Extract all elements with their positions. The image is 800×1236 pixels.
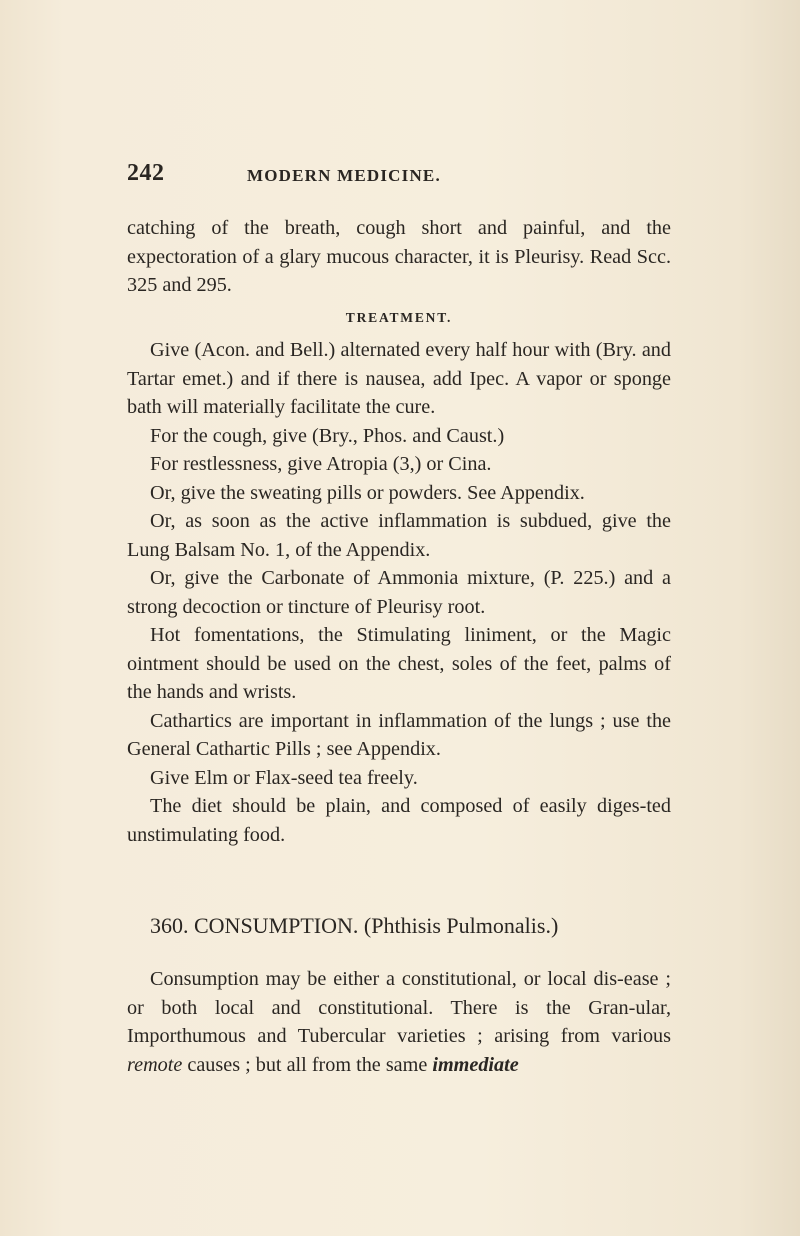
treatment-paragraph: Or, give the Carbonate of Ammonia mixture, (P. 225.) and a strong decoction or tincture of Pleurisy root. bbox=[127, 567, 671, 618]
article-title: 360. CONSUMPTION. (Phthisis Pulmonalis.) bbox=[150, 913, 559, 938]
article-paragraph bbox=[127, 965, 671, 1079]
treatment-paragraph: Or, as soon as the active inflammation is subdued, give the Lung Balsam No. 1, of the Appendix. bbox=[127, 510, 671, 561]
emphasis-remote: remote bbox=[127, 1053, 183, 1076]
treatment-paragraph: Cathartics are important in inflammation of the lungs ; use the General Cathartic Pills ; see Appendix. bbox=[127, 709, 671, 760]
treatment-paragraph: Or, give the sweating pills or powders. See Appendix. bbox=[150, 481, 585, 504]
body-text bbox=[127, 214, 671, 849]
treatment-heading: TREATMENT. bbox=[345, 309, 453, 325]
intro-paragraph: catching of the breath, cough short and painful, and the expectoration of a glary mucous character, it is Pleurisy. Read Scc. 325 and 295. bbox=[127, 217, 671, 296]
page-number: 242 bbox=[127, 160, 165, 186]
treatment-paragraph: For restlessness, give Atropia (3,) or Cina. bbox=[150, 453, 492, 475]
treatment-paragraph: Hot fomentations, the Stimulating liniment, or the Magic ointment should be used on the chest, soles of the feet, palms of the hands and wrists. bbox=[127, 624, 671, 703]
treatment-paragraph: Give Elm or Flax-seed tea freely. bbox=[150, 766, 418, 789]
running-head: MODERN MEDICINE. bbox=[247, 166, 441, 185]
article-text-mid: causes ; but all from the same bbox=[187, 1053, 428, 1076]
article-text-start: Consumption may be either a constitutional, or local dis-ease ; or both local and constitutional. There is the Gran-ular, Importhumous and Tubercular varieties ; arising from various bbox=[127, 968, 671, 1047]
page-header bbox=[127, 160, 687, 190]
treatment-paragraph: Give (Acon. and Bell.) alternated every half hour with (Bry. and Tartar emet.) and if there is nausea, add Ipec. A vapor or sponge bath will materially facilitate the cure. bbox=[127, 339, 671, 418]
treatment-paragraph: The diet should be plain, and composed of easily diges-ted unstimulating food. bbox=[127, 795, 671, 846]
treatment-paragraph: For the cough, give (Bry., Phos. and Caust.) bbox=[150, 424, 505, 447]
article-body bbox=[127, 965, 671, 1079]
emphasis-immediate: immediate bbox=[432, 1053, 519, 1076]
